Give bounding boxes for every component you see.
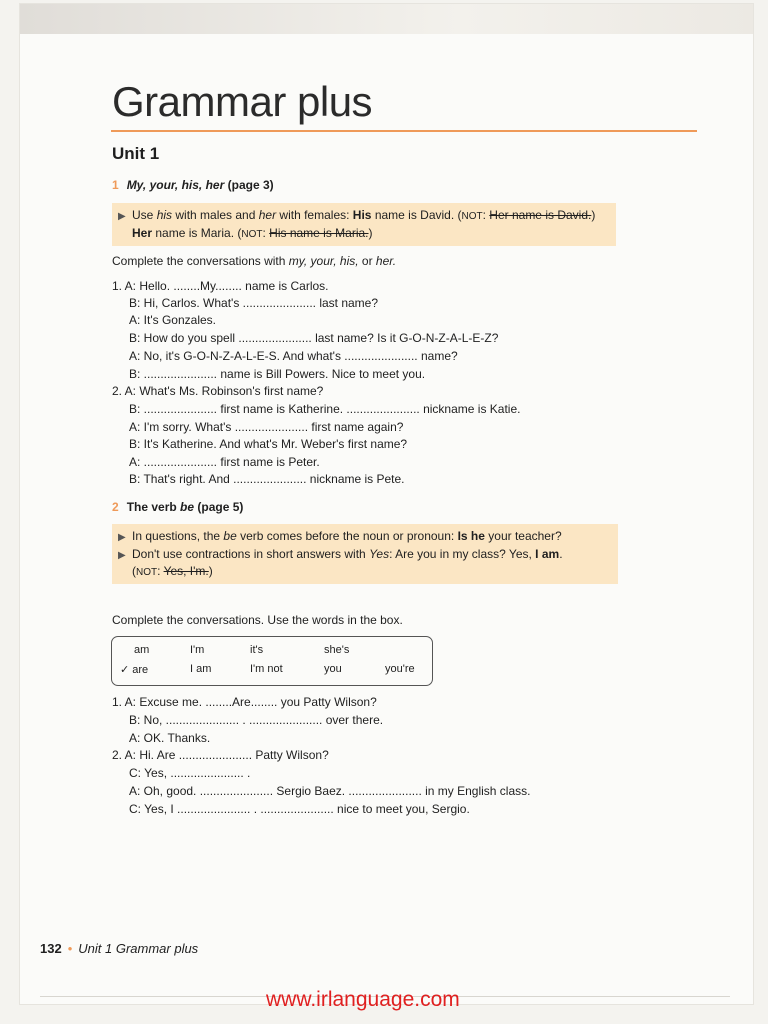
conversation-line: B: Hi, Carlos. What's ...................... last name? — [129, 296, 379, 310]
section1-rule-box — [112, 203, 616, 246]
word-box-item: ✓ are — [120, 664, 149, 676]
section1-rule-text: Use his with males and her with females: His name is David. (NOT: Her name is David.) Her name is Maria. (NOT: His name is Maria.) — [132, 208, 596, 240]
conversation-line: B: It's Katherine. And what's Mr. Weber's first name? — [129, 437, 408, 451]
word-box-item: you're — [385, 663, 415, 675]
conversation-line: A: ...................... first name is Peter. — [129, 455, 320, 469]
conversation-line: A: No, it's G-O-N-Z-A-L-E-S. And what's ...................... name? — [129, 349, 458, 363]
conversation-line: B: ...................... name is Bill Powers. Nice to meet you. — [129, 367, 426, 381]
word-box — [111, 636, 433, 686]
conversation-line: A: Oh, good. ...................... Sergio Baez. ...................... in my English class. — [129, 784, 531, 798]
section2-heading: 2 The verb be (page 5) — [112, 500, 244, 514]
conversation-line: B: That's right. And ...................... nickname is Pete. — [129, 472, 405, 486]
section2-rule1-text: In questions, the be verb comes before the noun or pronoun: Is he your teacher? — [132, 529, 562, 543]
page-number: 132 — [40, 941, 62, 956]
page-footer — [40, 941, 198, 956]
section1-instruction: Complete the conversations with my, your, his, or her. — [112, 254, 397, 268]
conversation-line: A: OK. Thanks. — [129, 731, 211, 745]
triangle-bullet-icon: ▶ — [118, 550, 126, 561]
conversation-line: A: I'm sorry. What's ...................... first name again? — [129, 420, 404, 434]
page-title: Grammar plus — [112, 78, 373, 125]
conversation-line: C: Yes, I ...................... . ...................... nice to meet you, Sergio. — [129, 802, 470, 816]
section2-rule-box — [112, 524, 618, 584]
triangle-bullet-icon: ▶ — [118, 532, 126, 543]
conversation-line: 2. A: Hi. Are ...................... Patty Wilson? — [112, 748, 329, 762]
section1-heading — [112, 178, 274, 192]
footer-bullet: • — [67, 941, 73, 956]
conversation-line: B: ...................... first name is Katherine. ...................... nickname is Katie. — [129, 402, 521, 416]
conversation-line: 1. A: Hello. ........My........ name is Carlos. — [112, 279, 329, 293]
word-box-item: she's — [324, 644, 350, 656]
footer-label: Unit 1 Grammar plus — [78, 941, 199, 956]
word-box-item: I'm not — [250, 663, 283, 675]
conversation-line: B: No, ...................... . ...................... over there. — [129, 713, 384, 727]
word-box-item: you — [324, 663, 342, 675]
section2-instruction: Complete the conversations. Use the words in the box. — [112, 613, 403, 627]
conversation-line: 1. A: Excuse me. ........Are........ you Patty Wilson? — [112, 695, 377, 709]
word-box-item: I am — [190, 663, 212, 675]
conversation-line: 2. A: What's Ms. Robinson's first name? — [112, 384, 324, 398]
conversation-line: A: It's Gonzales. — [129, 313, 216, 327]
section1-heading-italic: My, your, his, her — [126, 178, 225, 192]
unit-heading: Unit 1 — [112, 144, 160, 163]
word-box-item: it's — [250, 644, 264, 656]
word-box-item: I'm — [190, 644, 205, 656]
title-underline — [111, 130, 697, 132]
word-box-item: am — [134, 644, 150, 656]
section1-heading-page: (page 3) — [224, 178, 274, 192]
section1-number: 1 — [112, 178, 119, 192]
section2-rule2-text: Don't use contractions in short answers with Yes: Are you in my class? Yes, I am. (NOT: Yes, I'm.) — [132, 547, 563, 578]
triangle-bullet-icon: ▶ — [118, 211, 126, 222]
conversation-line: B: How do you spell ...................... last name? Is it G-O-N-Z-A-L-E-Z? — [129, 331, 499, 345]
conversation-line: C: Yes, ...................... . — [129, 766, 251, 780]
watermark-link[interactable]: www.irlanguage.com — [266, 988, 460, 1011]
top-band — [20, 4, 753, 34]
section2-number: 2 — [112, 500, 119, 514]
